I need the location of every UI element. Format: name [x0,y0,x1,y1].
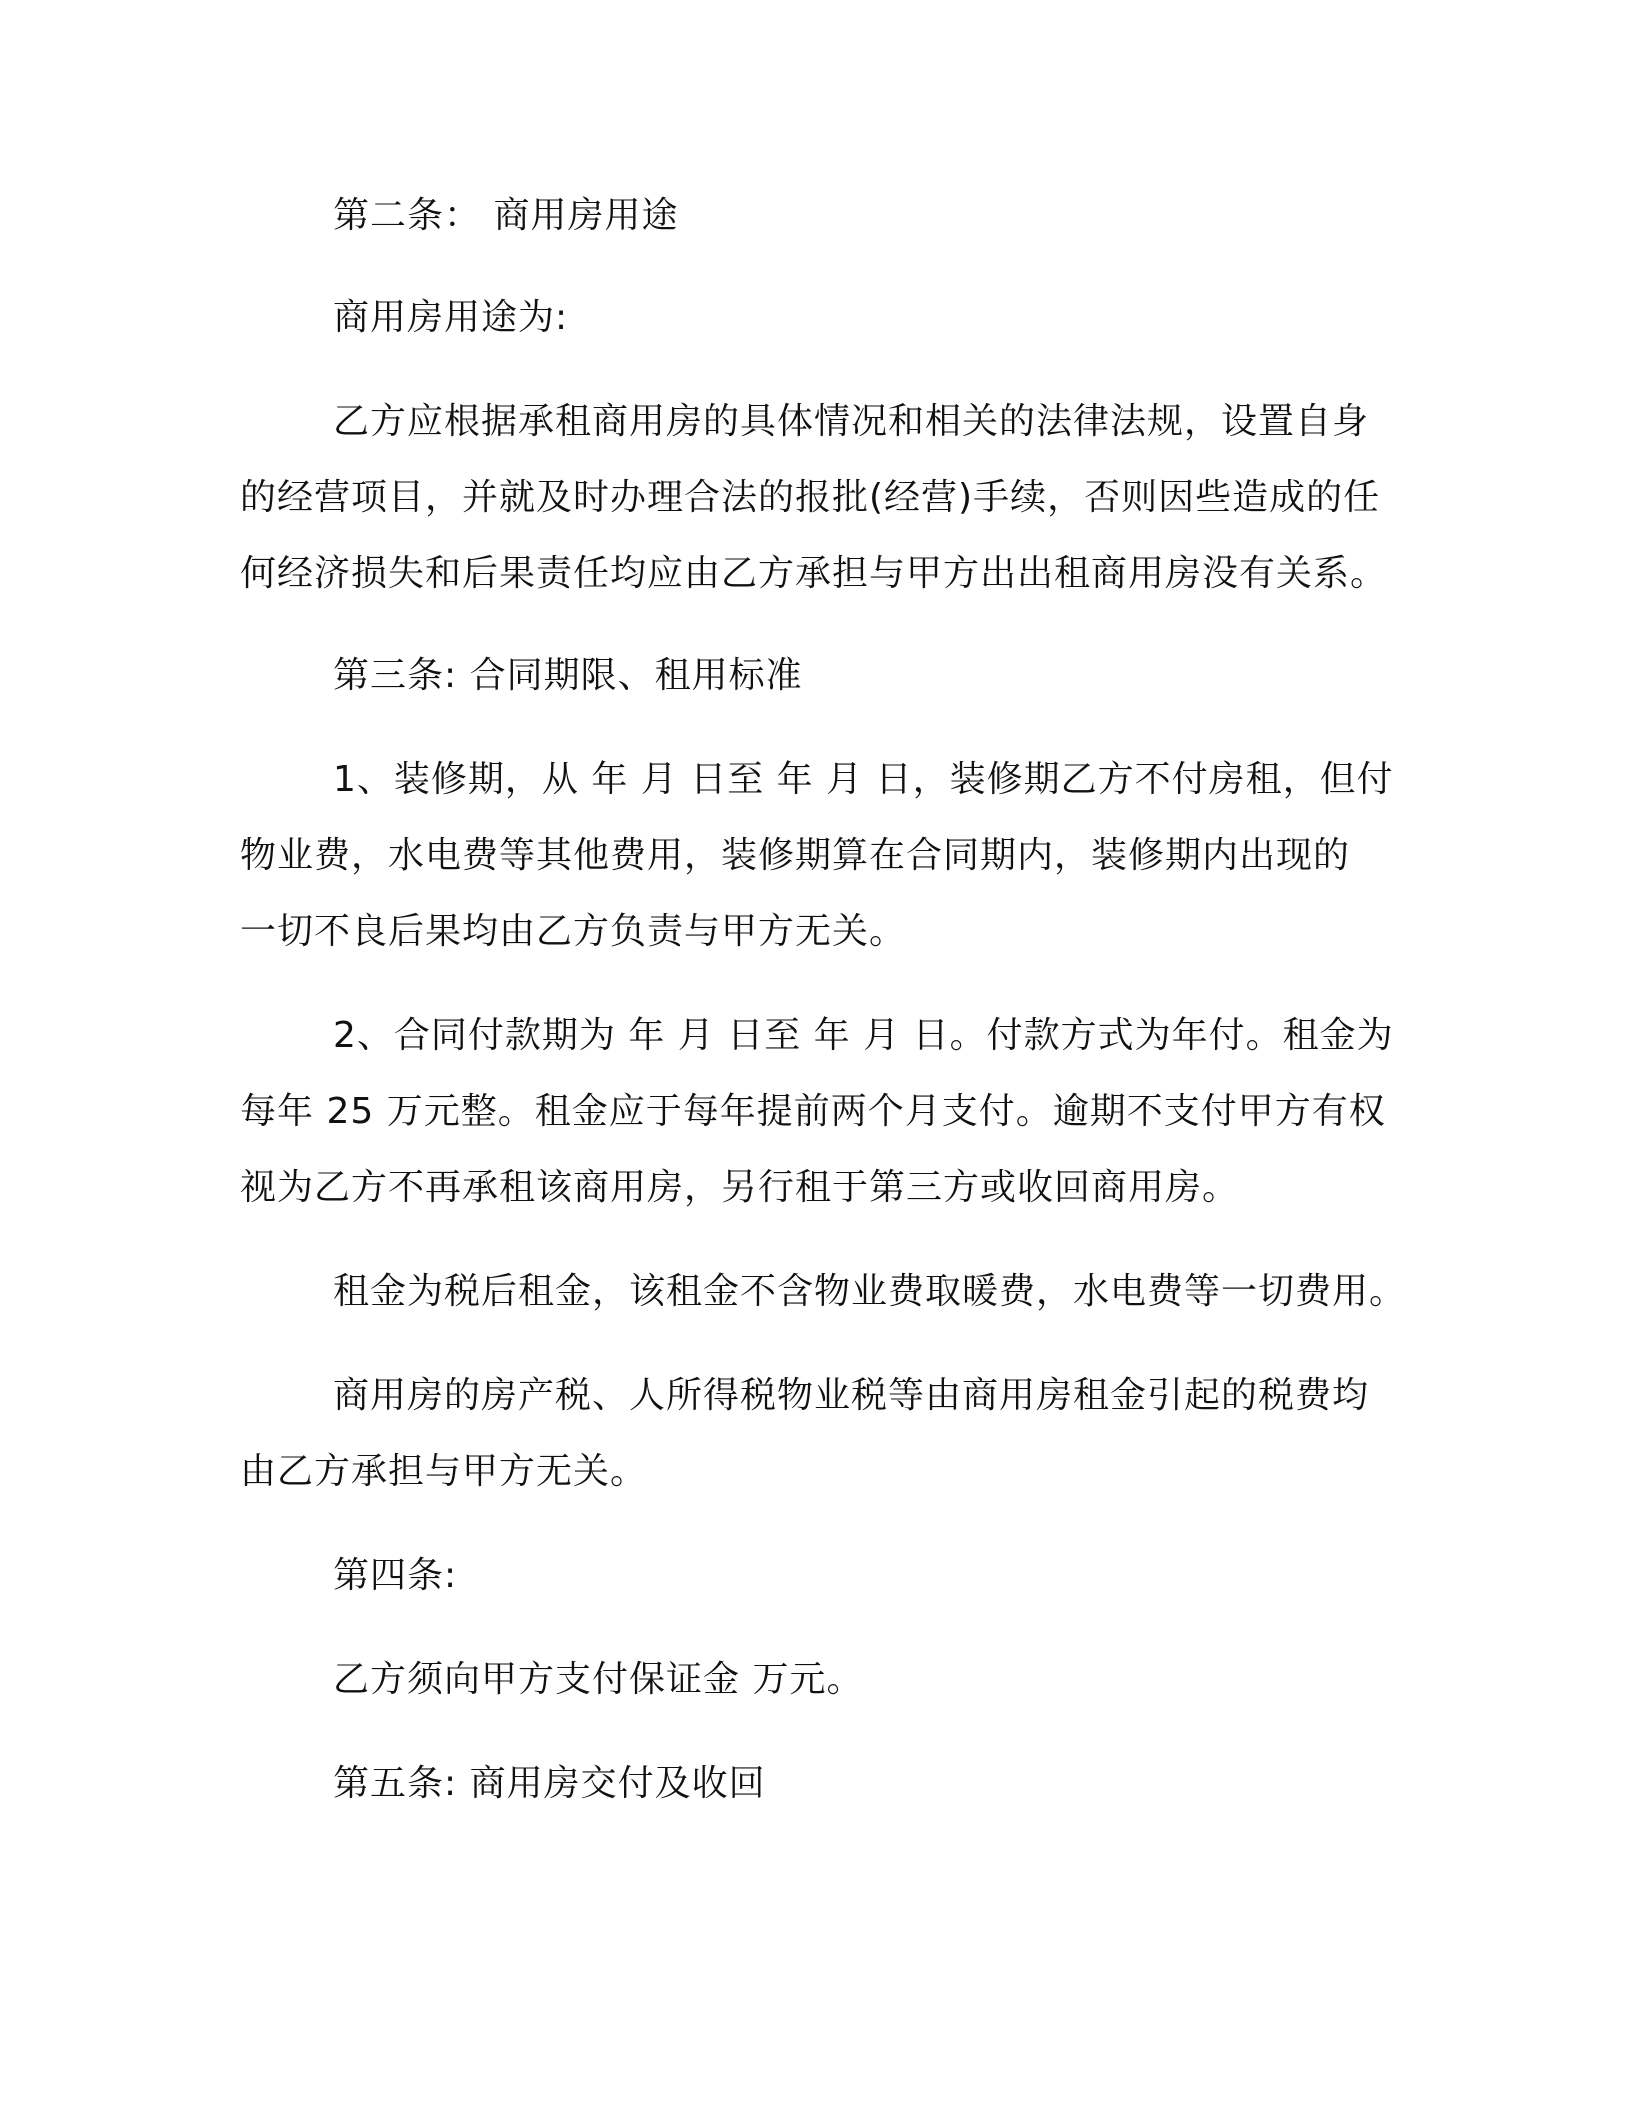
article-3-item-1-line-2: 物业费，水电费等其他费用，装修期算在合同期内，装修期内出现的 [240,835,1351,876]
article-2-body-line-2: 的经营项目，并就及时办理合法的报批(经营)手续，否则因些造成的任 [240,477,1381,518]
article-5-heading: 第五条: 商用房交付及收回 [333,1763,766,1804]
article-2-body-line-1: 乙方应根据承租商用房的具体情况和相关的法律法规，设置自身 [333,401,1370,442]
article-3-tax-note-line-2: 由乙方承担与甲方无关。 [240,1451,648,1492]
article-2-usage-label: 商用房用途为: [333,297,569,338]
article-3-item-2-line-2: 每年 25 万元整。租金应于每年提前两个月支付。逾期不支付甲方有权 [240,1091,1386,1132]
article-3-heading: 第三条: 合同期限、租用标准 [333,655,803,696]
article-3-rent-note: 租金为税后租金，该租金不含物业费取暖费，水电费等一切费用。 [333,1271,1407,1312]
article-3-item-2-line-1: 2、合同付款期为 年 月 日至 年 月 日。付款方式为年付。租金为 [333,1015,1394,1056]
article-3-item-1-line-1: 1、装修期，从 年 月 日至 年 月 日，装修期乙方不付房租，但付 [333,759,1394,800]
article-4-heading: 第四条: [333,1555,458,1596]
article-3-tax-note-line-1: 商用房的房产税、人所得税物业税等由商用房租金引起的税费均 [333,1375,1370,1416]
article-3-item-1-line-3: 一切不良后果均由乙方负责与甲方无关。 [240,911,907,952]
article-2-heading: 第二条： 商用房用途 [333,195,679,236]
article-4-body: 乙方须向甲方支付保证金 万元。 [333,1659,864,1700]
article-3-item-2-line-3: 视为乙方不再承租该商用房，另行租于第三方或收回商用房。 [240,1167,1240,1208]
article-2-body-line-3: 何经济损失和后果责任均应由乙方承担与甲方出出租商用房没有关系。 [240,553,1388,594]
